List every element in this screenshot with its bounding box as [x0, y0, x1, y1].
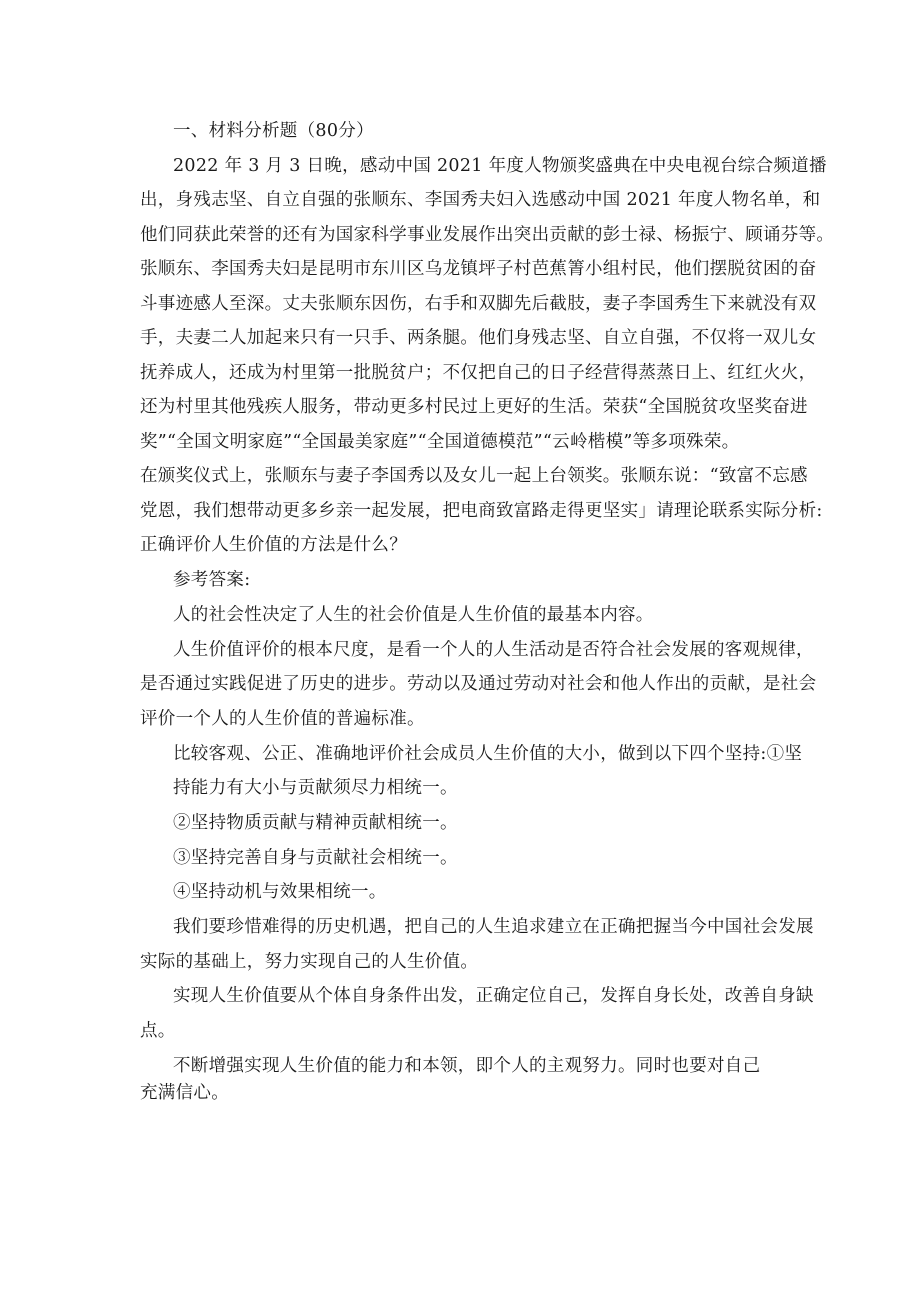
material-line: 出，身残志坚、自立自强的张顺东、李国秀夫妇入选感动中国 2021 年度人物名单，和 — [140, 190, 821, 210]
answer-line: 持能力有大小与贡献须尽力相统一。 — [173, 778, 458, 798]
material-line: 党恩，我们想带动更多乡亲一起发展，把电商致富路走得更坚实」请理论联系实际分析: — [140, 501, 823, 521]
answer-line: ④坚持动机与效果相统一。 — [173, 882, 387, 902]
answer-line: 人的社会性决定了人生的社会价值是人生价值的最基本内容。 — [173, 605, 654, 625]
material-line: 正确评价人生价值的方法是什么？ — [140, 535, 407, 555]
material-line: 张顺东、李国秀夫妇是昆明市东川区乌龙镇坪子村芭蕉箐小组村民，他们摆脱贫困的奋 — [140, 259, 817, 279]
answer-line: 实际的基础上，努力实现自己的人生价值。 — [140, 952, 479, 972]
material-line: 他们同获此荣誉的还有为国家科学事业发展作出突出贡献的彭士禄、杨振宁、顾诵芬等。 — [140, 225, 835, 245]
answer-label: 参考答案: — [173, 570, 251, 590]
answer-line: 比较客观、公正、准确地评价社会成员人生价值的大小，做到以下四个坚持:①坚 — [173, 744, 803, 764]
answer-line: 是否通过实践促进了历史的进步。劳动以及通过劳动对社会和他人作出的贡献，是社会 — [140, 674, 817, 694]
answer-line: ③坚持完善自身与贡献社会相统一。 — [173, 848, 458, 868]
answer-line: 点。 — [140, 1021, 176, 1041]
material-line: 在颁奖仪式上，张顺东与妻子李国秀以及女儿一起上台领奖。张顺东说：“致富不忘感 — [140, 466, 808, 486]
answer-line: 评价一个人的人生价值的普遍标准。 — [140, 709, 425, 729]
material-line: 抚养成人，还成为村里第一批脱贫户；不仅把自己的日子经营得蒸蒸日上、红红火火， — [140, 363, 817, 383]
section-heading: 一、材料分析题（80分） — [173, 121, 374, 141]
answer-line: 充满信心。 — [140, 1083, 229, 1103]
answer-line: ②坚持物质贡献与精神贡献相统一。 — [173, 813, 458, 833]
answer-line: 不断增强实现人生价值的能力和本领，即个人的主观努力。同时也要对自己 — [173, 1056, 761, 1076]
material-line: 奖”“全国文明家庭”“全国最美家庭”“全国道德模范”“云岭楷模”等多项殊荣。 — [140, 432, 740, 452]
material-line: 斗事迹感人至深。丈夫张顺东因伤，右手和双脚先后截肢，妻子李国秀生下来就没有双 — [140, 294, 817, 314]
material-line: 手，夫妻二人加起来只有一只手、两条腿。他们身残志坚、自立自强，不仅将一双儿女 — [140, 328, 817, 348]
answer-line: 人生价值评价的根本尺度，是看一个人的人生活动是否符合社会发展的客观规律， — [173, 640, 814, 660]
material-line: 2022 年 3 月 3 日晚，感动中国 2021 年度人物颁奖盛典在中央电视台综合频道播 — [173, 156, 827, 176]
answer-line: 我们要珍惜难得的历史机遇，把自己的人生追求建立在正确把握当今中国社会发展 — [173, 917, 814, 937]
answer-line: 实现人生价值要从个体自身条件出发，正确定位自己，发挥自身长处，改善自身缺 — [173, 986, 814, 1006]
material-line: 还为村里其他残疾人服务，带动更多村民过上更好的生活。荣获“全国脱贫攻坚奖奋进 — [140, 397, 808, 417]
